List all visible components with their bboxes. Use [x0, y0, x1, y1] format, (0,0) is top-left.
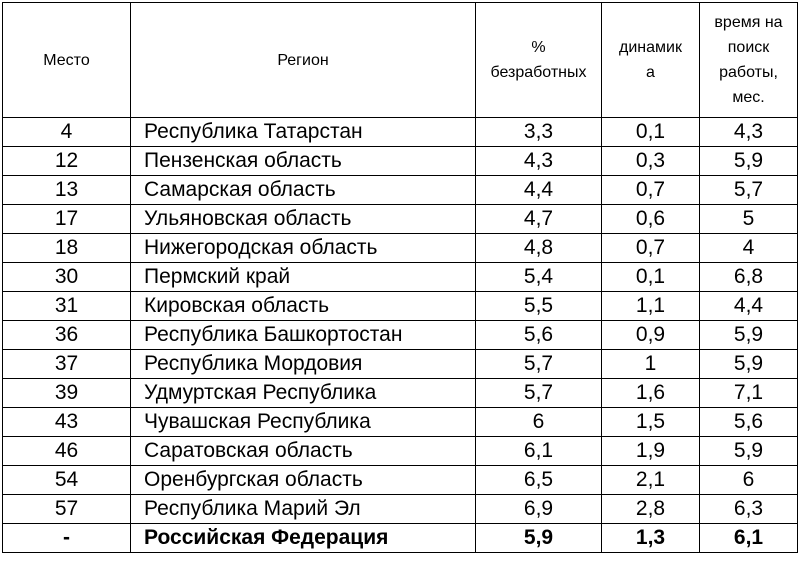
table-header: [3, 3, 798, 118]
cell-region: Ульяновская область: [131, 205, 476, 234]
cell-place: 57: [3, 495, 131, 524]
cell-region: Чувашская Республика: [131, 408, 476, 437]
cell-region: Республика Марий Эл: [131, 495, 476, 524]
cell-search-time: 5,7: [700, 176, 798, 205]
cell-dynamics: 1,1: [602, 292, 700, 321]
table-row: [3, 292, 798, 321]
table-row: [3, 350, 798, 379]
cell-place: 46: [3, 437, 131, 466]
cell-dynamics: 1,9: [602, 437, 700, 466]
table-row: [3, 466, 798, 495]
cell-place: 37: [3, 350, 131, 379]
header-dynamics-line: динамик: [619, 39, 682, 56]
cell-unemployed-pct: 6: [476, 408, 602, 437]
cell-dynamics: 1,5: [602, 408, 700, 437]
cell-place: 39: [3, 379, 131, 408]
cell-dynamics: 2,8: [602, 495, 700, 524]
cell-unemployed-pct: 4,7: [476, 205, 602, 234]
header-place: Место: [3, 3, 131, 118]
cell-place: 12: [3, 147, 131, 176]
cell-region: Самарская область: [131, 176, 476, 205]
cell-place: 17: [3, 205, 131, 234]
cell-search-time: 6: [700, 466, 798, 495]
total-row: [3, 524, 798, 553]
header-dynamics: [602, 3, 700, 118]
cell-unemployed-pct: 4,4: [476, 176, 602, 205]
header-unemployed-pct-line: %: [531, 39, 546, 56]
cell-search-time: 7,1: [700, 379, 798, 408]
cell-unemployed-pct: 5,7: [476, 379, 602, 408]
cell-search-time: 4: [700, 234, 798, 263]
header-search-time: [700, 3, 798, 118]
cell-dynamics: 0,6: [602, 205, 700, 234]
cell-place: 31: [3, 292, 131, 321]
table-row: [3, 437, 798, 466]
table-body: [3, 118, 798, 553]
table-row: [3, 379, 798, 408]
table-row: [3, 321, 798, 350]
cell-place: 4: [3, 118, 131, 147]
cell-place: 18: [3, 234, 131, 263]
cell-unemployed-pct: 3,3: [476, 118, 602, 147]
cell-search-time: 5,9: [700, 147, 798, 176]
cell-search-time: 4,3: [700, 118, 798, 147]
cell-dynamics: 0,7: [602, 234, 700, 263]
header-row: [3, 3, 798, 118]
cell-dynamics: 1,3: [602, 524, 700, 553]
cell-search-time: 5,9: [700, 321, 798, 350]
cell-unemployed-pct: 4,3: [476, 147, 602, 176]
cell-dynamics: 1,6: [602, 379, 700, 408]
cell-search-time: 6,3: [700, 495, 798, 524]
cell-region: Российская Федерация: [131, 524, 476, 553]
header-dynamics-line: а: [646, 64, 655, 81]
cell-search-time: 5,6: [700, 408, 798, 437]
cell-dynamics: 0,1: [602, 118, 700, 147]
cell-search-time: 5,9: [700, 350, 798, 379]
header-search-time-line: работы,: [719, 64, 778, 81]
cell-unemployed-pct: 6,1: [476, 437, 602, 466]
cell-search-time: 6,1: [700, 524, 798, 553]
cell-unemployed-pct: 5,9: [476, 524, 602, 553]
cell-region: Пермский край: [131, 263, 476, 292]
table-row: [3, 263, 798, 292]
table-row: [3, 118, 798, 147]
cell-unemployed-pct: 4,8: [476, 234, 602, 263]
table-row: [3, 147, 798, 176]
cell-unemployed-pct: 5,7: [476, 350, 602, 379]
cell-place: 43: [3, 408, 131, 437]
table-row: [3, 234, 798, 263]
cell-dynamics: 0,7: [602, 176, 700, 205]
unemployment-table: [2, 2, 798, 553]
table-row: [3, 205, 798, 234]
cell-region: Удмуртская Республика: [131, 379, 476, 408]
cell-unemployed-pct: 6,9: [476, 495, 602, 524]
unemployment-table-container: [2, 2, 797, 560]
cell-place: 13: [3, 176, 131, 205]
header-unemployed-pct: [476, 3, 602, 118]
cell-unemployed-pct: 5,5: [476, 292, 602, 321]
cell-place: -: [3, 524, 131, 553]
header-unemployed-pct-line: безработных: [490, 64, 587, 81]
cell-region: Республика Татарстан: [131, 118, 476, 147]
cell-place: 54: [3, 466, 131, 495]
cell-dynamics: 0,9: [602, 321, 700, 350]
cell-region: Нижегородская область: [131, 234, 476, 263]
header-search-time-line: поиск: [727, 39, 770, 56]
cell-region: Саратовская область: [131, 437, 476, 466]
cell-region: Республика Башкортостан: [131, 321, 476, 350]
cell-search-time: 5,9: [700, 437, 798, 466]
cell-place: 30: [3, 263, 131, 292]
cell-dynamics: 0,1: [602, 263, 700, 292]
header-search-time-line: мес.: [732, 89, 765, 106]
table-row: [3, 408, 798, 437]
table-row: [3, 495, 798, 524]
header-search-time-line: время на: [714, 14, 783, 31]
header-region: Регион: [131, 3, 476, 118]
cell-place: 36: [3, 321, 131, 350]
cell-search-time: 5: [700, 205, 798, 234]
cell-dynamics: 2,1: [602, 466, 700, 495]
table-row: [3, 176, 798, 205]
cell-region: Республика Мордовия: [131, 350, 476, 379]
cell-search-time: 4,4: [700, 292, 798, 321]
cell-unemployed-pct: 6,5: [476, 466, 602, 495]
cell-unemployed-pct: 5,6: [476, 321, 602, 350]
cell-region: Кировская область: [131, 292, 476, 321]
cell-region: Оренбургская область: [131, 466, 476, 495]
cell-unemployed-pct: 5,4: [476, 263, 602, 292]
cell-dynamics: 1: [602, 350, 700, 379]
cell-search-time: 6,8: [700, 263, 798, 292]
cell-dynamics: 0,3: [602, 147, 700, 176]
cell-region: Пензенская область: [131, 147, 476, 176]
